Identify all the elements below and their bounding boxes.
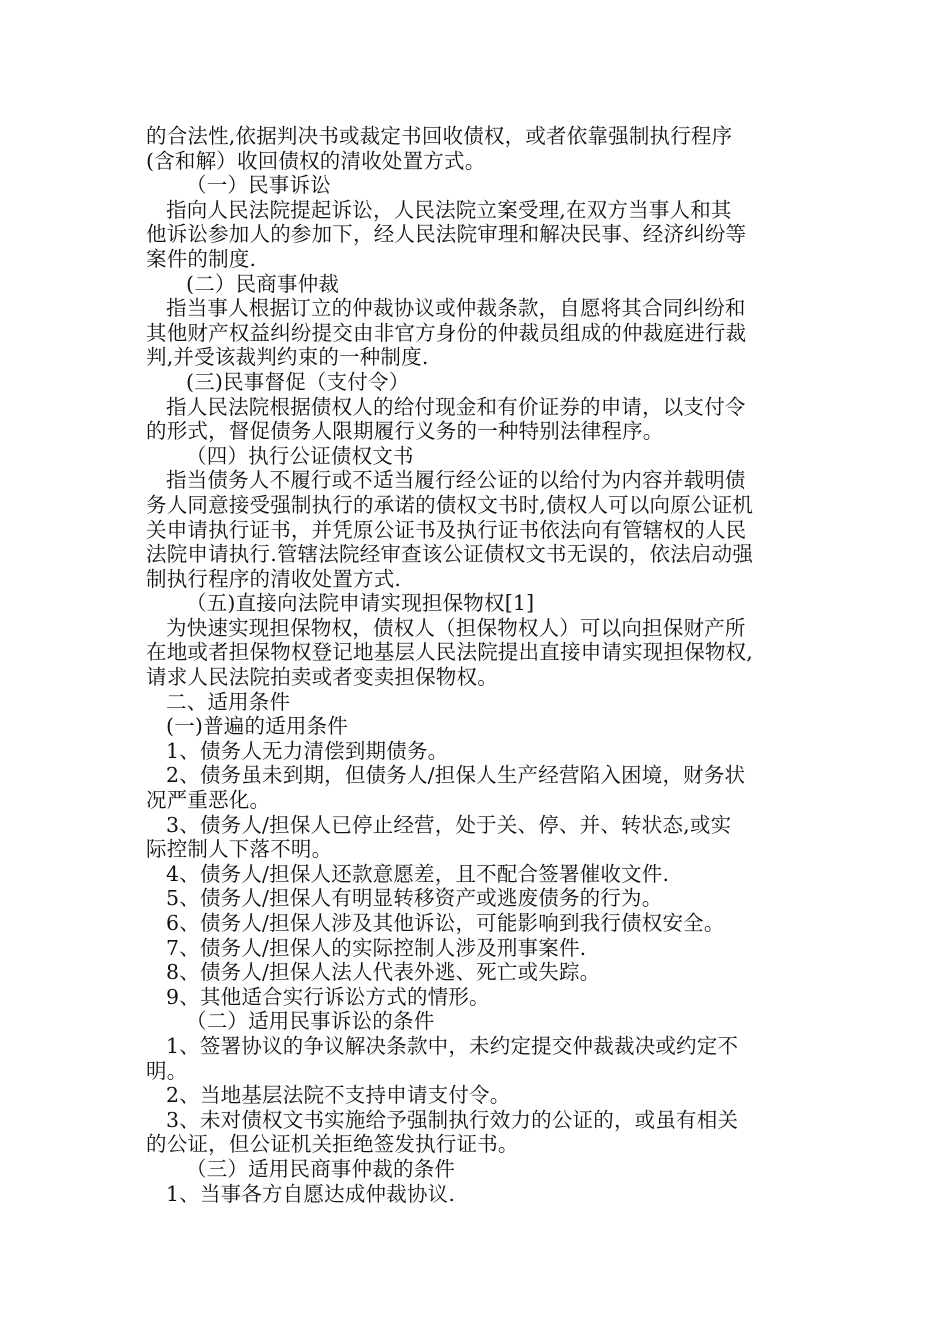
text-line: 8、债务人/担保人法人代表外逃、死亡或失踪。	[166, 960, 601, 985]
text-line: 2、当地基层法院不支持申请支付令。	[166, 1083, 511, 1108]
text-line: 3、债务人/担保人已停止经营，处于关、停、并、转状态,或实	[166, 812, 732, 837]
text-line: 其他财产权益纠纷提交由非官方身份的仲裁员组成的仲裁庭进行裁	[146, 320, 747, 345]
text-line: （三）适用民商事仲裁的条件	[186, 1156, 456, 1181]
text-line: 况严重恶化。	[146, 788, 271, 813]
text-line: 2、债务虽未到期，但债务人/担保人生产经营陷入困境，财务状	[166, 763, 746, 788]
text-line: (含和解）收回债权的清收处置方式。	[146, 148, 486, 173]
text-line: 指当债务人不履行或不适当履行经公证的以给付为内容并载明债	[166, 468, 746, 493]
text-line: 4、债务人/担保人还款意愿差，且不配合签署催收文件.	[166, 861, 670, 886]
text-line: (二）民商事仲裁	[186, 271, 340, 296]
text-line: 指当事人根据订立的仲裁协议或仲裁条款，自愿将其合同纠纷和	[166, 296, 746, 321]
text-line: 他诉讼参加人的参加下，经人民法院审理和解决民事、经济纠纷等	[146, 222, 747, 247]
text-line: 1、签署协议的争议解决条款中，未约定提交仲裁裁决或约定不	[166, 1033, 739, 1058]
text-line: 3、未对债权文书实施给予强制执行效力的公证的，或虽有相关	[166, 1107, 739, 1132]
text-line: （一）民事诉讼	[186, 173, 331, 198]
text-line: 请求人民法院拍卖或者变卖担保物权。	[146, 665, 498, 690]
text-line: （四）执行公证债权文书	[186, 443, 414, 468]
text-line: 法院申请执行.管辖法院经审查该公证债权文书无误的，依法启动强	[146, 542, 754, 567]
text-line: 1、债务人无力清偿到期债务。	[166, 738, 449, 763]
text-line: 关申请执行证书，并凭原公证书及执行证书依法向有管辖权的人民	[146, 517, 747, 542]
text-line: (一)普遍的适用条件	[166, 714, 348, 739]
text-line: 指向人民法院提起诉讼，人民法院立案受理,在双方当事人和其	[166, 197, 732, 222]
text-line: 的合法性,依据判决书或裁定书回收债权，或者依靠强制执行程序	[146, 124, 733, 148]
text-line: 1、当事各方自愿达成仲裁协议.	[166, 1181, 456, 1206]
text-line: 二、适用条件	[166, 689, 291, 714]
document-body	[146, 124, 806, 1206]
text-line: 务人同意接受强制执行的承诺的债权文书时,债权人可以向原公证机	[146, 492, 754, 517]
text-line: 的形式，督促债务人限期履行义务的一种特别法律程序。	[146, 419, 664, 444]
text-line: 5、债务人/担保人有明显转移资产或逃废债务的行为。	[166, 886, 663, 911]
text-line: 7、债务人/担保人的实际控制人涉及刑事案件.	[166, 935, 587, 960]
text-line: 为快速实现担保物权，债权人（担保物权人）可以向担保财产所	[166, 615, 746, 640]
text-line: 指人民法院根据债权人的给付现金和有价证券的申请，以支付令	[166, 394, 746, 419]
text-line: （五)直接向法院申请实现担保物权[1]	[186, 591, 535, 616]
text-line: 判,并受该裁判约束的一种制度.	[146, 345, 429, 370]
text-line: 在地或者担保物权登记地基层人民法院提出直接申请实现担保物权,	[146, 640, 754, 665]
text-line: 案件的制度.	[146, 246, 257, 271]
text-line: (三)民事督促（支付令）	[186, 369, 410, 394]
text-line: （二）适用民事诉讼的条件	[186, 1009, 435, 1034]
text-line: 的公证，但公证机关拒绝签发执行证书。	[146, 1132, 519, 1157]
text-line: 际控制人下落不明。	[146, 837, 333, 862]
text-line: 制执行程序的清收处置方式.	[146, 566, 402, 591]
text-line: 明。	[146, 1058, 188, 1083]
text-line: 9、其他适合实行诉讼方式的情形。	[166, 984, 490, 1009]
text-line: 6、债务人/担保人涉及其他诉讼，可能影响到我行债权安全。	[166, 911, 725, 935]
